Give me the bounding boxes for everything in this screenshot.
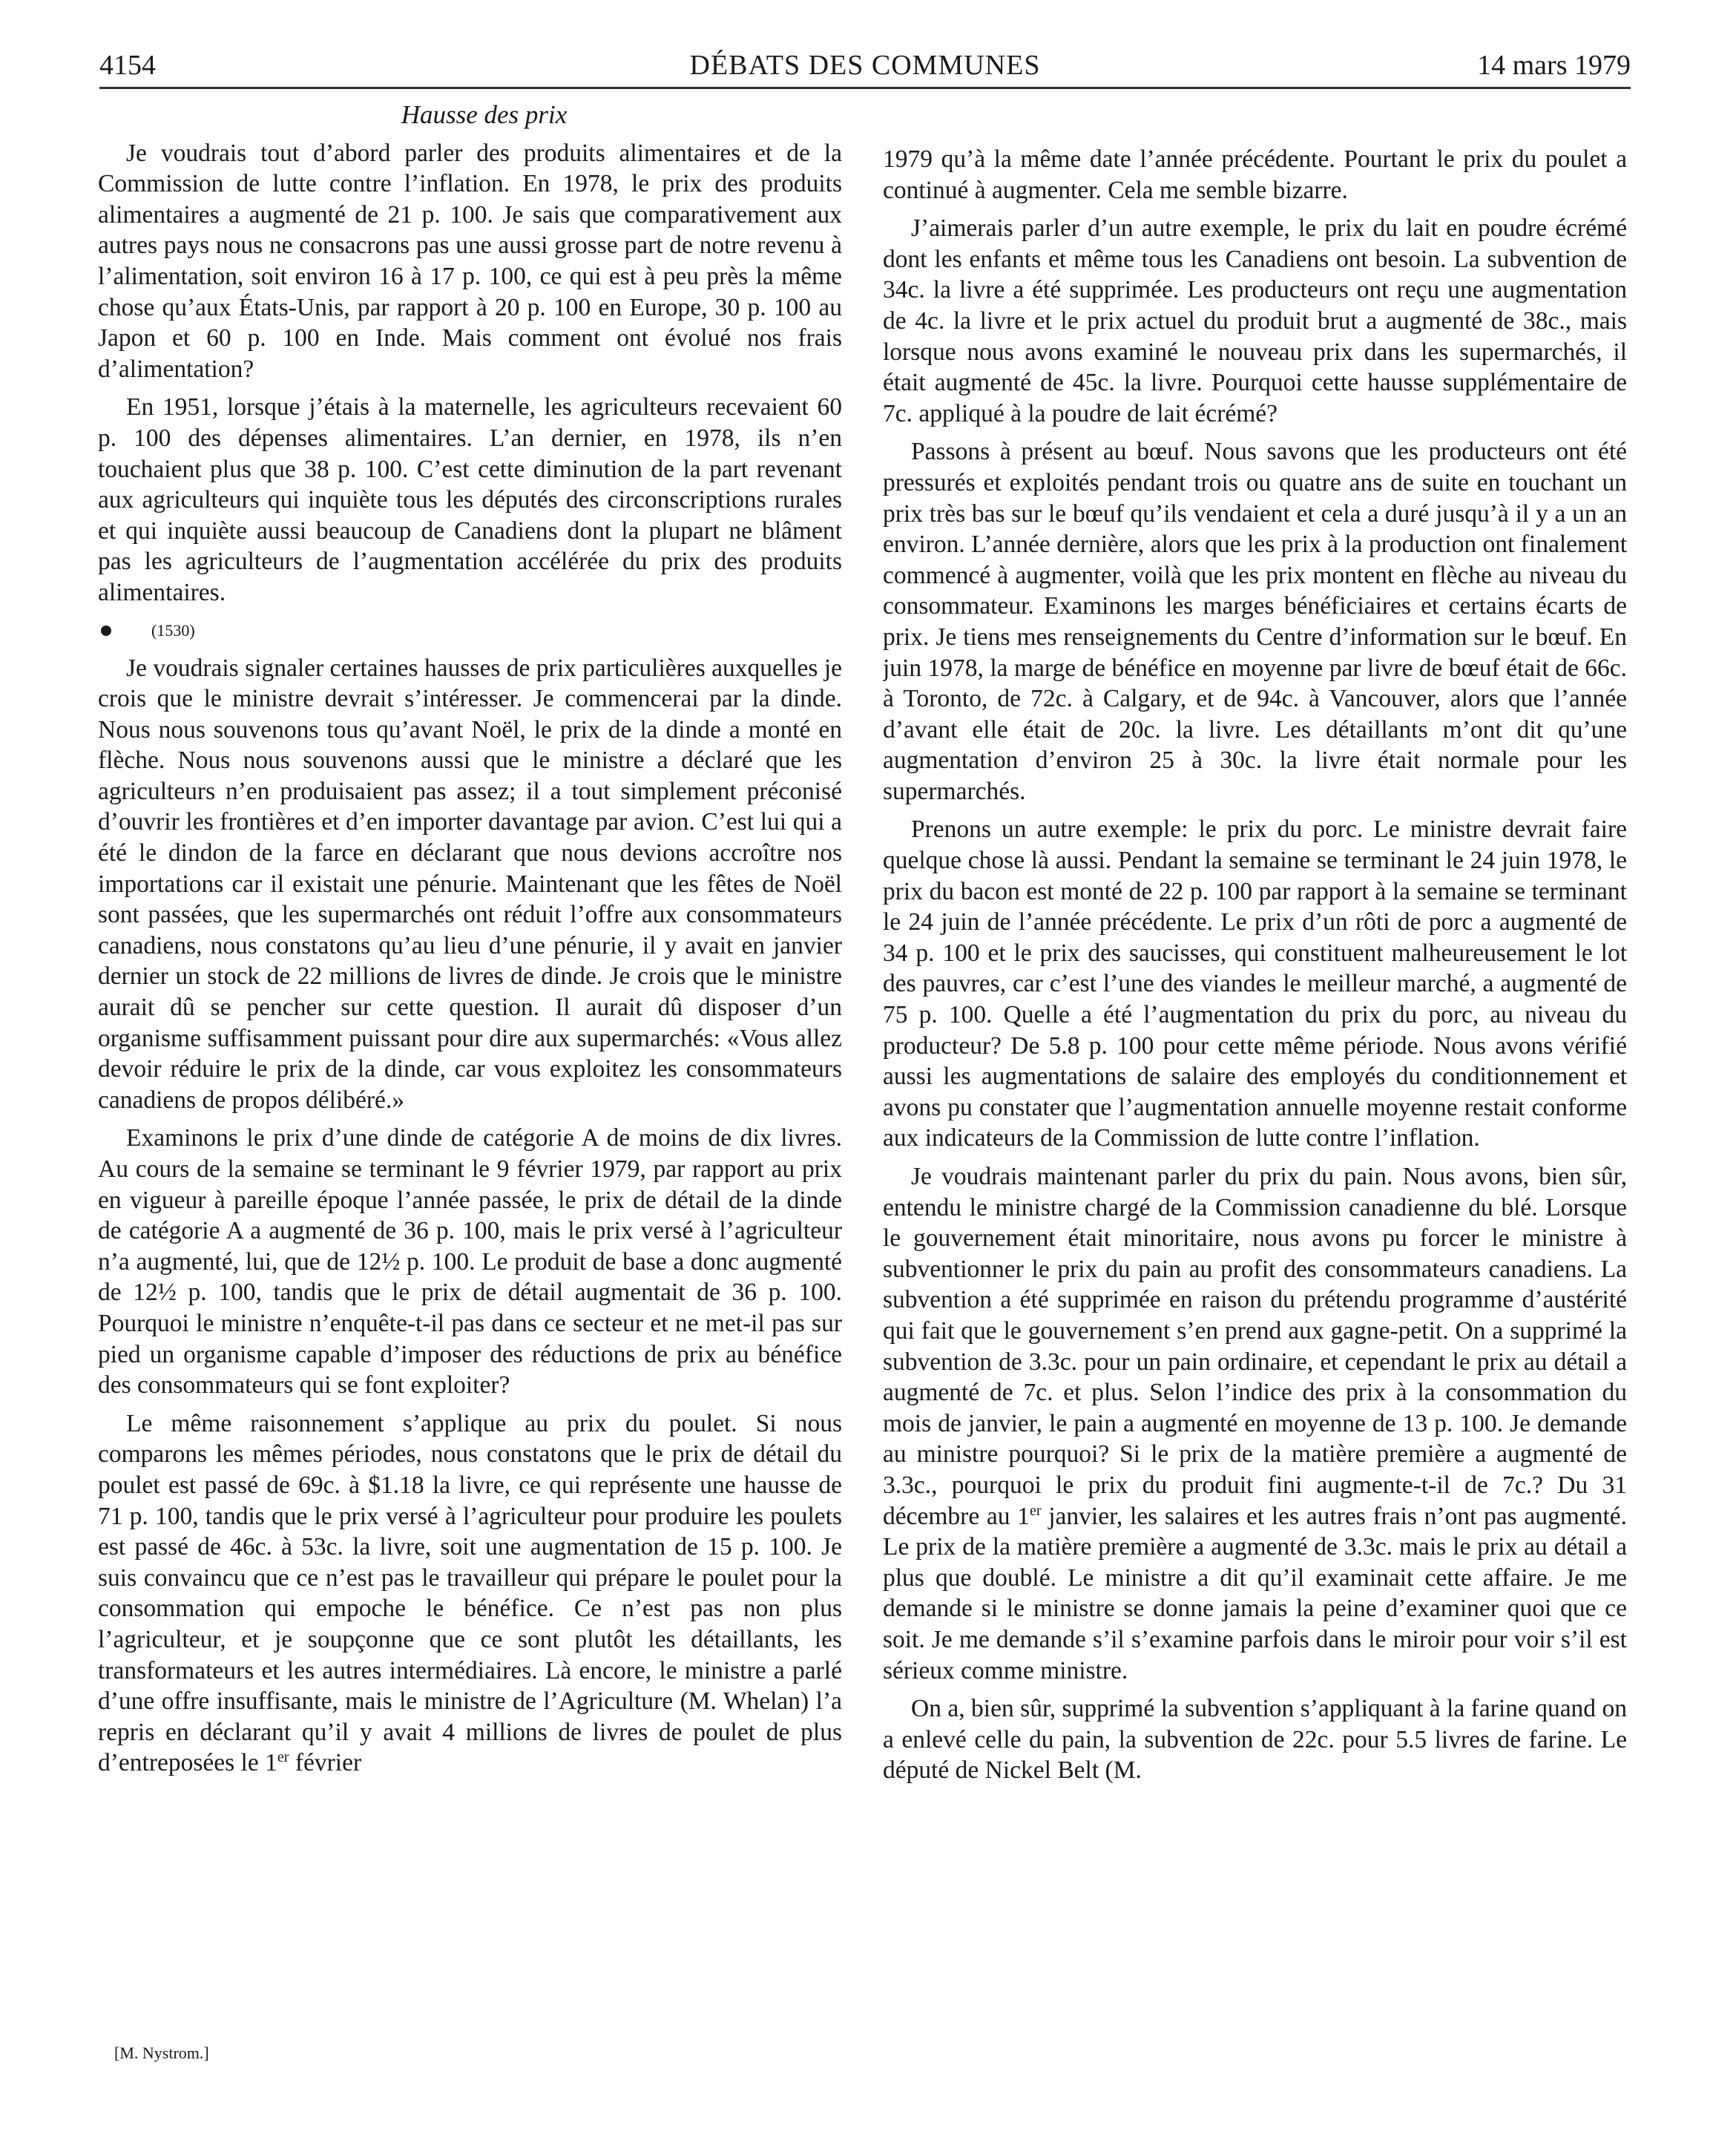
superscript: er — [277, 1749, 289, 1766]
paragraph: Passons à présent au bœuf. Nous savons que les producteurs ont été pressurés et exploités pendant trois ou quatre ans de suite en touchant un prix très bas sur le bœuf qu’ils vendaient et cela a duré jusqu’à il y a un an environ. L’année dernière, alors que les prix à la production ont finalement commencé à augmenter, voilà que les prix montent en flèche au niveau du consommateur. Examinons les marges bénéficiaires et certains écarts de prix. Je tiens mes renseignements du Centre d’information sur le bœuf. En juin 1978, la marge de bénéfice en moyenne par livre de bœuf était de 66c. à Toronto, de 72c. à Calgary, et de 94c. à Vancouver, alors que l’année d’avant elle était de 20c. la livre. Les détaillants m’ont dit qu’une augmentation d’environ 25 à 30c. la livre était normale pour les supermarchés. — [883, 438, 1627, 805]
paragraph: On a, bien sûr, supprimé la subvention s’appliquant à la farine quand on a enlevé celle du pain, la subvention de 22c. pour 5.5 livres de farine. Le député de Nickel Belt (M. — [883, 1695, 1627, 1785]
paragraph-text: Je voudrais maintenant parler du prix du pain. Nous avons, bien sûr, entendu le ministre chargé de la Commission canadienne du blé. Lorsque le gouvernement était minoritaire, nous avons pu forcer le ministre à subventionner le prix du pain au profit des consommateurs canadiens. La subvention a été supprimée en raison du prétendu programme d’austérité qui fait que le gouvernement s’en prend aux gagne-petit. On a supprimé la subvention de 3.3c. pour un pain ordinaire, et cependant le prix au détail a augmenté de 7c. et plus. Selon l’indice des prix à la consommation du mois de janvier, le pain a augmenté en moyenne de 13 p. 100. Je demande au ministre pourquoi? Si le prix de la matière première a augmenté de 3.3c., pourquoi le prix du produit fini augmente-t-il de 7c.? Du 31 décembre au 1 — [883, 1163, 1627, 1530]
header-rule — [99, 87, 1631, 89]
time-stamp — [98, 616, 842, 646]
paragraph: Prenons un autre exemple: le prix du porc. Le ministre devrait faire quelque chose là aussi. Pendant la semaine se terminant le 24 juin 1978, le prix du bacon est monté de 22 p. 100 par rapport à la semaine se terminant le 24 juin de l’année précédente. Le prix d’un rôti de porc a augmenté de 34 p. 100 et le prix des saucisses, qui constituent malheureusement le lot des pauvres, car c’est l’une des viandes le meilleur marché, a augmenté de 75 p. 100. Quelle a été l’augmentation du prix du porc, au niveau du producteur? De 5.8 p. 100 pour cette même période. Nous avons vérifié aussi les augmentations de salaire des employés du conditionnement et avons pu constater que l’augmentation annuelle moyenne restait conforme aux indicateurs de la Commission de lutte contre l’inflation. — [883, 816, 1627, 1152]
page-number: 4154 — [99, 50, 156, 81]
right-column — [883, 144, 1627, 2044]
page-header — [99, 45, 1631, 86]
paragraph — [98, 1408, 842, 1779]
paragraph-text: Le même raisonnement s’applique au prix du poulet. Si nous comparons les mêmes périodes, nous constatons que le prix de détail du poulet est passé de 69c. à $1.18 la livre, ce qui représente une hausse de 71 p. 100, tandis que le prix versé à l’agriculteur pour produire les poulets est passé de 46c. à 53c. la livre, soit une augmentation de 15 p. 100. Je suis convaincu que ce n’est pas le travailleur qui prépare le poulet pour la consommation qui empoche le bénéfice. Ce n’est pas non plus l’agriculteur, et je soupçonne que ce sont plutôt les détaillants, les transformateurs et les autres intermédiaires. Là encore, le ministre a parlé d’une offre insuffisante, mais le ministre de l’Agriculture (M. Whelan) l’a repris en déclarant qu’il y avait 4 millions de livres de poulet de plus d’entreposées le 1 — [98, 1409, 842, 1777]
superscript: er — [1029, 1502, 1042, 1519]
paragraph-text: janvier, les salaires et les autres frais n’ont pas augmenté. Le prix de la matière première a augmenté de 3.3c. mais le prix au détail a plus que doublé. Le ministre a dit qu’il examinait cette affaire. Je me demande si le ministre se donne jamais la peine d’examiner quoi que ce soit. Je me demande s’il s’examine parfois dans le miroir pour voir s’il est sérieux comme ministre. — [883, 1502, 1627, 1684]
time-stamp-text: (1530) — [151, 620, 195, 640]
paragraph: Je voudrais tout d’abord parler des produits alimentaires et de la Commission de lutte contre l’inflation. En 1978, le prix des produits alimentaires a augmenté de 21 p. 100. Je sais que comparativement aux autres pays nous ne consacrons pas une aussi grosse part de notre revenu à l’alimentation, soit environ 16 à 17 p. 100, ce qui est à peu près la même chose qu’aux États-Unis, par rapport à 20 p. 100 en Europe, 30 p. 100 au Japon et 60 p. 100 en Inde. Mais comment ont évolué nos frais d’alimentation? — [98, 139, 842, 383]
left-column — [98, 99, 842, 2044]
paragraph: En 1951, lorsque j’étais à la maternelle, les agriculteurs recevaient 60 p. 100 des dépenses alimentaires. L’an dernier, en 1978, ils n’en touchaient plus que 38 p. 100. C’est cette diminution de la part revenant aux agriculteurs qui inquiète tous les députés des circonscriptions rurales et qui inquiète aussi beaucoup de Canadiens dont la plupart ne blâment pas les agriculteurs de l’augmentation accélérée du prix des produits alimentaires. — [98, 393, 842, 606]
publication-title: DÉBATS DES COMMUNES — [689, 50, 1041, 81]
paragraph: Examinons le prix d’une dinde de catégorie A de moins de dix livres. Au cours de la semaine se terminant le 9 février 1979, par rapport au prix en vigueur à pareille époque l’année passée, le prix de détail de la dinde de catégorie A a augmenté de 36 p. 100, mais le prix versé à l’agriculteur n’a augmenté, lui, que de 12½ p. 100. Le produit de base a donc augmenté de 12½ p. 100, tandis que le prix de détail augmentait de 36 p. 100. Pourquoi le ministre n’enquête-t-il pas dans ce secteur et ne met-il pas sur pied un organisme capable d’imposer des réductions de prix au bénéfice des consommateurs qui se font exploiter? — [98, 1124, 842, 1400]
paragraph-continued: 1979 qu’à la même date l’année précédente. Pourtant le prix du poulet a continué à augmenter. Cela me semble bizarre. — [883, 145, 1627, 204]
paragraph: J’aimerais parler d’un autre exemple, le prix du lait en poudre écrémé dont les enfants et même tous les Canadiens ont besoin. La subvention de 34c. la livre a été supprimée. Les producteurs ont reçu une augmentation de 4c. la livre et le prix actuel du produit brut a augmenté de 38c., mais lorsque nous avons examiné le nouveau prix dans les supermarchés, il était augmenté de 45c. la livre. Pourquoi cette hausse supplémentaire de 7c. appliqué à la poudre de lait écrémé? — [883, 214, 1627, 427]
publication-date: 14 mars 1979 — [1477, 50, 1631, 81]
paragraph: Je voudrais signaler certaines hausses de prix particulières auxquelles je crois que le ministre devrait s’intéresser. Je commencerai par la dinde. Nous nous souvenons tous qu’avant Noël, le prix de la dinde a monté en flèche. Nous nous souvenons aussi que le ministre a déclaré que les agriculteurs n’en produisaient pas assez; il a tout simplement préconisé d’ouvrir les frontières et d’en importer davantage par avion. C’est lui qui a été le dindon de la farce en déclarant que nous devions accroître nos importations car il existait une pénurie. Maintenant que les fêtes de Noël sont passées, que les supermarchés ont réduit l’offre aux consommateurs canadiens, nous constatons qu’au lieu d’une pénurie, il y avait en janvier dernier un stock de 22 millions de livres de dinde. Je crois que le ministre aurait dû se pencher sur cette question. Il aurait dû disposer d’un organisme suffisamment puissant pour dire aux supermarchés: «Vous allez devoir réduire le prix de la dinde, car vous exploitez les consommateurs canadiens de propos délibéré.» — [98, 654, 842, 1114]
paragraph-text: février — [289, 1749, 362, 1777]
bullet-icon — [101, 626, 111, 636]
speaker-footer: [M. Nystrom.] — [114, 2044, 209, 2062]
section-title: Hausse des prix — [401, 100, 568, 129]
paragraph — [883, 1161, 1627, 1686]
